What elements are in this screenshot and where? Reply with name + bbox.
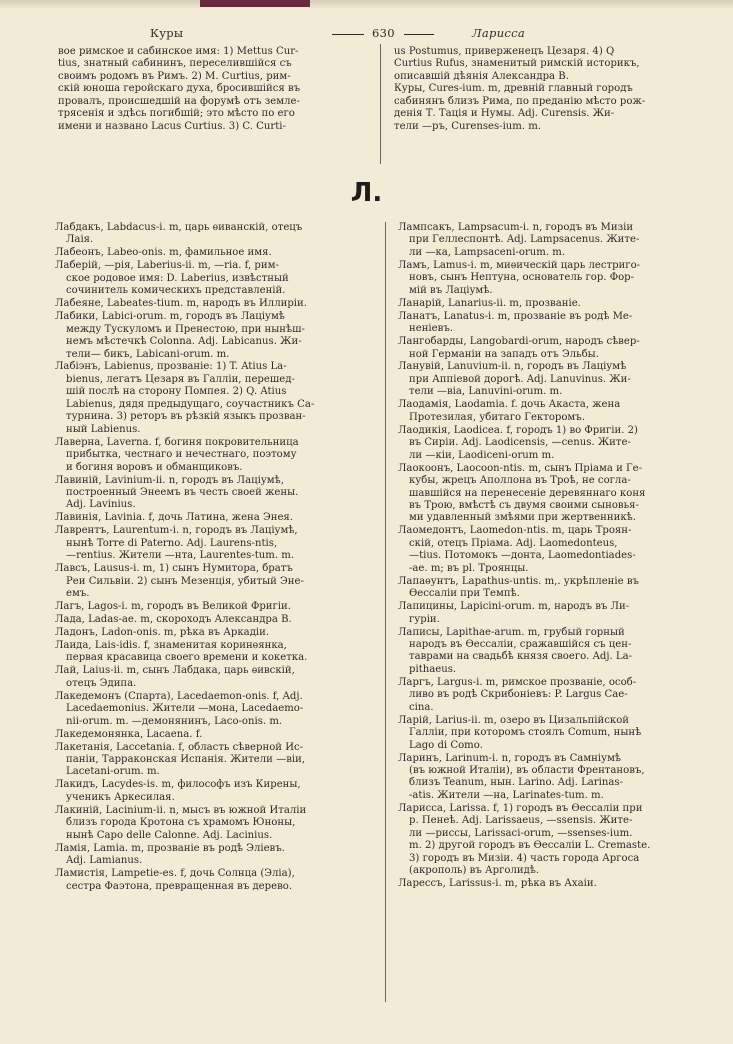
entry-continuation-line: мій въ Лаціумѣ.	[409, 284, 493, 296]
entry-continuation-line: ной Германіи на западъ отъ Эльбы.	[409, 348, 599, 360]
dictionary-entry	[55, 868, 377, 893]
entry-continuation-line: турнина. 3) реторъ въ рѣзкій языкъ прозван-	[66, 411, 306, 423]
entry-headline: Лаврентъ, Laurentum-i. n, городъ въ Лаціумѣ,	[55, 525, 298, 537]
entry-continuation-line: ли —кіи, Laodiceni-orum m.	[409, 449, 555, 461]
entry-headline: Лакетанія, Laccetania. f, область сѣверной Ис-	[55, 741, 304, 753]
dictionary-entry	[398, 311, 714, 336]
right-column-entries	[398, 222, 714, 891]
entry-continuation-line: нынѣ Torre di Paterno. Adj. Laurens-ntis,	[66, 537, 278, 549]
top-left-line: трясенія и здѣсь погибшій; это мѣсто по его	[58, 108, 295, 120]
entry-continuation-line: отецъ Эдипа.	[66, 677, 137, 689]
entry-headline: Лампсакъ, Lampsacum-i. n, городъ въ Мизіи	[398, 222, 634, 233]
dictionary-entry	[55, 729, 377, 741]
top-right-line: Curtius Rufus, знаменитый римскій историкъ,	[394, 58, 640, 70]
entry-continuation-line: —tius. Потомокъ —донта, Laomedontiades-	[409, 550, 636, 562]
entry-continuation-line: первая красавица своего времени и кокетка.	[66, 652, 308, 664]
dictionary-entry	[398, 222, 714, 259]
entry-continuation-line: ученикъ Аркесилая.	[66, 791, 175, 803]
entry-continuation-line: близъ города Кротона съ храмомъ Юноны,	[66, 817, 296, 829]
entry-headline: Лавиній, Lavinium-ii. n, городъ въ Лаціумѣ,	[55, 474, 284, 486]
entry-continuation-line: ское родовое имя: D. Laberius, извѣстный	[66, 272, 289, 284]
entry-headline: Лада, Ladas-ae. m, скороходъ Александра В.	[55, 614, 292, 626]
entry-continuation-line: —rentius. Жители —нта, Laurentes-tum. m.	[66, 550, 295, 562]
entry-continuation-line: Adj. Lamianus.	[66, 855, 143, 867]
entry-headline: Лаомедонтъ, Laomedon-ntis. m, царь Троян-	[398, 525, 632, 537]
entry-continuation-line: ный Labienus.	[66, 423, 141, 435]
dictionary-entry	[55, 361, 377, 436]
dictionary-entry	[398, 399, 714, 424]
dictionary-entry	[398, 425, 714, 462]
top-right-continuation	[394, 46, 710, 133]
entry-headline: Лаокоонъ, Laocoon-ntis. m, сынъ Пріама и Ге-	[398, 462, 643, 474]
dictionary-entry	[398, 878, 714, 890]
entry-continuation-line: близъ Teanum, нын. Larino. Adj. Larinas-	[409, 777, 623, 789]
dictionary-entry	[55, 563, 377, 600]
entry-continuation-line: при Геллеспонтѣ. Adj. Lampsacenus. Жите-	[409, 234, 640, 246]
dictionary-entry	[398, 715, 714, 752]
header-rule-right	[404, 34, 434, 35]
entry-headline: Ламія, Lamia. m, прозваніе въ родѣ Эліевъ.	[55, 842, 285, 854]
entry-continuation-line: тели —віа, Lanuvini-orum. m.	[409, 386, 563, 398]
dictionary-entry	[55, 311, 377, 361]
entry-continuation-line: въ Сиріи. Adj. Laodicensis, —cenus. Жите-	[409, 437, 631, 449]
dictionary-entry	[55, 247, 377, 259]
entry-continuation-line: р. Пенеѣ. Adj. Larissaeus, —ssensis. Жите-	[409, 815, 633, 827]
header-rule-left	[332, 34, 364, 35]
page-number: 630	[372, 26, 395, 40]
dictionary-entry	[55, 298, 377, 310]
entry-headline: Ланатъ, Lanatus-i. m, прозваніе въ родѣ Ме-	[398, 310, 633, 322]
entry-headline: Лаида, Lais-idis. f, знаменитая коринѳянка,	[55, 639, 287, 651]
entry-headline: Лапицины, Lapicini-orum. m, народъ въ Ли-	[398, 601, 630, 613]
dictionary-entry	[398, 753, 714, 803]
entry-headline: Ладонъ, Ladon-onis. m, рѣка въ Аркадіи.	[55, 627, 270, 638]
dictionary-entry	[55, 437, 377, 474]
entry-continuation-line: -atis. Жители —на, Larinates-tum. m.	[409, 789, 604, 801]
top-right-line: тели —ръ, Curenses-ium. m.	[394, 120, 542, 132]
dictionary-entry	[55, 742, 377, 779]
column-divider-top	[380, 44, 381, 164]
entry-continuation-line: bienus, легатъ Цезаря въ Галліи, перешед-	[66, 373, 295, 385]
entry-continuation-line: ли —ка, Lampsaceni-orum. m.	[409, 246, 566, 258]
entry-headline: Лакидъ, Lacydes-is. m, философъ изъ Кирены,	[55, 779, 301, 791]
entry-continuation-line: ли —риссы, Larissaci-orum, —ssenses-ium.	[409, 827, 633, 839]
dictionary-entry	[55, 805, 377, 842]
entry-continuation-line: и богиня воровъ и обманщиковъ.	[66, 461, 243, 473]
entry-continuation-line: кубы, жрецъ Аполлона въ Троѣ, не согла-	[409, 475, 631, 487]
page-top-edge	[0, 0, 733, 8]
left-column-entries	[55, 222, 377, 894]
entry-headline: Лаписы, Lapithae-arum. m, грубый горный	[398, 626, 625, 638]
entry-headline: Ларисса, Larissa. f, 1) городъ въ Ѳессаліи при	[398, 802, 643, 814]
entry-continuation-line: Lacedaemonius. Жители —мона, Lacedaemo-	[66, 703, 304, 715]
entry-headline: Ланувій, Lanuvium-ii. n, городъ въ Лаціумѣ	[398, 361, 627, 373]
entry-headline: Лабеонъ, Labeo-onis. m, фамильное имя.	[55, 247, 272, 259]
entry-continuation-line: шавшійся на перенесеніе деревяннаго коня	[409, 487, 646, 499]
entry-continuation-line: сестра Фаэтона, превращенная въ дерево.	[66, 880, 293, 892]
top-left-line: вое римское и сабинское имя: 1) Mettus Cur-	[58, 46, 299, 57]
top-left-line: tius, знатный сабининъ, переселившійся съ	[58, 58, 292, 70]
dictionary-entry	[398, 525, 714, 575]
entry-continuation-line: 3) городъ въ Мизіи. 4) часть города Аргоса	[409, 852, 640, 864]
entry-continuation-line: гуріи.	[409, 613, 440, 625]
entry-continuation-line: при Аппіевой дорогѣ. Adj. Lanuvinus. Жи-	[409, 373, 631, 385]
top-right-line: описавшій дѣянія Александра В.	[394, 70, 569, 82]
dictionary-entry	[55, 601, 377, 613]
entry-continuation-line: nii-orum. m. —демонянинъ, Laco-onis. m.	[66, 715, 283, 727]
entry-continuation-line: между Тускуломъ и Пренестою, при нынѣш-	[66, 323, 305, 335]
entry-headline: Ларгъ, Largus-i. m, римское прозваніе, особ-	[398, 676, 637, 688]
top-right-line: Куры, Cures-ium. m, древній главный городъ	[394, 83, 633, 95]
dictionary-entry	[55, 665, 377, 690]
entry-continuation-line: въ Трою, вмѣстѣ съ двумя своими сыновья-	[409, 499, 639, 511]
dictionary-entry	[55, 843, 377, 868]
entry-continuation-line: Протезилая, убитаго Гекторомъ.	[409, 411, 585, 423]
entry-continuation-line: m. 2) другой городъ въ Ѳессаліи L. Cremaste.	[409, 840, 651, 852]
entry-continuation-line: Adj. Lavinius.	[66, 499, 136, 511]
entry-headline: Лабіэнъ, Labienus, прозваніе: 1) T. Atius La-	[55, 361, 287, 373]
entry-continuation-line: pithaeus.	[409, 663, 457, 675]
dictionary-entry	[398, 601, 714, 626]
entry-headline: Лаодикія, Laodicea. f, городъ 1) во Фригіи. 2)	[398, 424, 638, 436]
entry-headline: Ламъ, Lamus-i. m, миѳическій царь лестриго-	[398, 259, 641, 271]
entry-continuation-line: Labienus, дядя предыдущаго, соучастникъ Са-	[66, 398, 315, 410]
entry-continuation-line: -ae. m; въ pl. Троянцы.	[409, 562, 529, 574]
dictionary-entry	[398, 463, 714, 525]
top-left-line: своимъ родомъ въ Римъ. 2) M. Curtius, рим-	[58, 70, 291, 82]
dictionary-entry	[55, 475, 377, 512]
entry-headline: Ларессъ, Larissus-i. m, рѣка въ Ахаіи.	[398, 878, 597, 890]
dictionary-entry	[55, 614, 377, 626]
entry-continuation-line: шій послѣ на сторону Помпея. 2) Q. Atius	[66, 386, 287, 398]
entry-continuation-line: емъ.	[66, 588, 90, 600]
entry-continuation-line: паніи, Тарраконская Испанія. Жители —віи,	[66, 754, 306, 766]
entry-headline: Лаодамія, Laodamia. f. дочь Акаста, жена	[398, 399, 621, 411]
dictionary-entry	[398, 336, 714, 361]
dictionary-entry	[398, 576, 714, 601]
entry-headline: Ламистія, Lampetie-es. f, дочь Солнца (Эліа),	[55, 868, 295, 880]
entry-continuation-line: сочинитель комическихъ представленій.	[66, 285, 286, 297]
entry-continuation-line: Ѳессаліи при Темпѣ.	[409, 588, 520, 600]
entry-headline: Лапаѳунтъ, Lapathus-untis. m,. укрѣпленіе въ	[398, 575, 639, 587]
entry-continuation-line: новъ, сынъ Нептуна, основатель гор. Фор-	[409, 272, 635, 284]
header-right-word: Ларисса	[472, 26, 526, 40]
entry-continuation-line: Реи Сильвіи. 2) сынъ Мезенція, убитый Эне-	[66, 575, 304, 587]
entry-continuation-line: нынѣ Capo delle Calonne. Adj. Lacinius.	[66, 829, 273, 841]
entry-continuation-line: таврами на свадьбѣ князя своего. Adj. La-	[409, 651, 633, 663]
running-header	[20, 22, 720, 42]
dictionary-entry	[55, 260, 377, 297]
section-letter-heading: Л.	[350, 178, 383, 208]
dictionary-entry	[398, 361, 714, 398]
entry-continuation-line: Lacetani-orum. m.	[66, 766, 160, 778]
entry-headline: Лагъ, Lagos-i. m, городъ въ Великой Фригіи.	[55, 601, 291, 613]
top-right-line: сабинянъ близъ Рима, по преданію мѣсто рож-	[394, 95, 646, 107]
top-left-continuation	[58, 46, 366, 133]
top-left-line: провалъ, происшедшій на форумѣ отъ земле-	[58, 95, 300, 107]
dictionary-entry	[55, 222, 377, 247]
dictionary-entry	[398, 627, 714, 677]
column-divider-main	[385, 222, 386, 1002]
entry-headline: Лангобарды, Langobardi-orum, народъ сѣвер-	[398, 336, 640, 348]
dictionary-entry	[55, 627, 377, 639]
dictionary-entry	[55, 525, 377, 562]
header-left-word: Куры	[150, 26, 184, 40]
entry-continuation-line: построенный Энеемъ въ честь своей жены.	[66, 487, 299, 499]
entry-continuation-line: народъ въ Ѳессаліи, сражавшійся съ цен-	[409, 638, 632, 650]
entry-headline: Лаберій, —рія, Laberius-ii. m, —ria. f, рим-	[55, 260, 279, 272]
entry-continuation-line: (въ южной Италіи), въ области Френтановъ,	[409, 764, 645, 776]
entry-headline: Лаверна, Laverna. f, богиня покровительница	[55, 436, 299, 448]
entry-continuation-line: немъ мѣстечкѣ Colonna. Adj. Labicanus. Жи-	[66, 336, 302, 348]
top-right-line: us Postumus, приверженецъ Цезаря. 4) Q	[394, 46, 615, 57]
entry-continuation-line: Лаія.	[66, 234, 94, 246]
entry-continuation-line: ми удавленный змѣями при жертвенникѣ.	[409, 512, 636, 524]
dictionary-entry	[55, 779, 377, 804]
entry-headline: Ларинъ, Larinum-i. n, городъ въ Самніумѣ	[398, 752, 622, 764]
entry-continuation-line: cina.	[409, 701, 434, 713]
entry-continuation-line: Lago di Como.	[409, 739, 483, 751]
entry-continuation-line: Галліи, при которомъ стоялъ Comum, нынѣ	[409, 727, 642, 739]
top-left-line: имени и названо Lacus Curtius. 3) C. Curti-	[58, 120, 286, 132]
dictionary-entry	[55, 512, 377, 524]
dictionary-entry	[398, 803, 714, 878]
entry-headline: Лакедемонянка, Lacaena. f.	[55, 728, 203, 740]
entry-headline: Лабики, Labici-orum. m, городъ въ Лаціумѣ	[55, 311, 285, 323]
entry-continuation-line: неніевъ.	[409, 323, 453, 335]
dictionary-entry	[398, 260, 714, 297]
entry-headline: Лабдакъ, Labdacus-i. m, царь ѳиванскій, отецъ	[55, 222, 303, 233]
entry-continuation-line: прибытка, честнаго и нечестнаго, поэтому	[66, 449, 297, 461]
entry-continuation-line: тели— бикъ, Labicani-orum. m.	[66, 348, 230, 360]
dictionary-entry	[55, 691, 377, 728]
entry-continuation-line: ливо въ родѣ Скрибоніевъ: P. Largus Cae-	[409, 689, 628, 701]
entry-headline: Лакедемонъ (Спарта), Lacedaemon-onis. f, Adj.	[55, 690, 303, 702]
top-left-line: скій юноша геройскаго духа, бросившійся въ	[58, 83, 301, 95]
entry-headline: Лавсъ, Lausus-i. m, 1) сынъ Нумитора, братъ	[55, 563, 293, 575]
entry-continuation-line: (акрополь) въ Арголидѣ.	[409, 865, 540, 877]
top-right-line: денія Т. Тація и Нумы. Adj. Curensis. Жи-	[394, 108, 615, 120]
entry-continuation-line: скій, отецъ Пріама. Adj. Laomedonteus,	[409, 537, 618, 549]
entry-headline: Лай, Laius-ii. m, сынъ Лабдака, царь ѳивскій,	[55, 665, 295, 677]
entry-headline: Ларій, Larius-ii. m, озеро въ Цизальпійской	[398, 714, 630, 726]
dictionary-entry	[55, 640, 377, 665]
entry-headline: Лавинія, Lavinia. f, дочь Латина, жена Энея.	[55, 512, 293, 524]
entry-headline: Лабеяне, Labeates-tium. m, народъ въ Иллиріи.	[55, 298, 307, 310]
dictionary-entry	[398, 677, 714, 714]
dictionary-entry	[398, 298, 714, 310]
entry-headline: Лакиній, Lacinium-ii. n, мысъ въ южной Италіи	[55, 804, 307, 816]
entry-headline: Ланарій, Lanarius-ii. m, прозваніе.	[398, 297, 581, 309]
